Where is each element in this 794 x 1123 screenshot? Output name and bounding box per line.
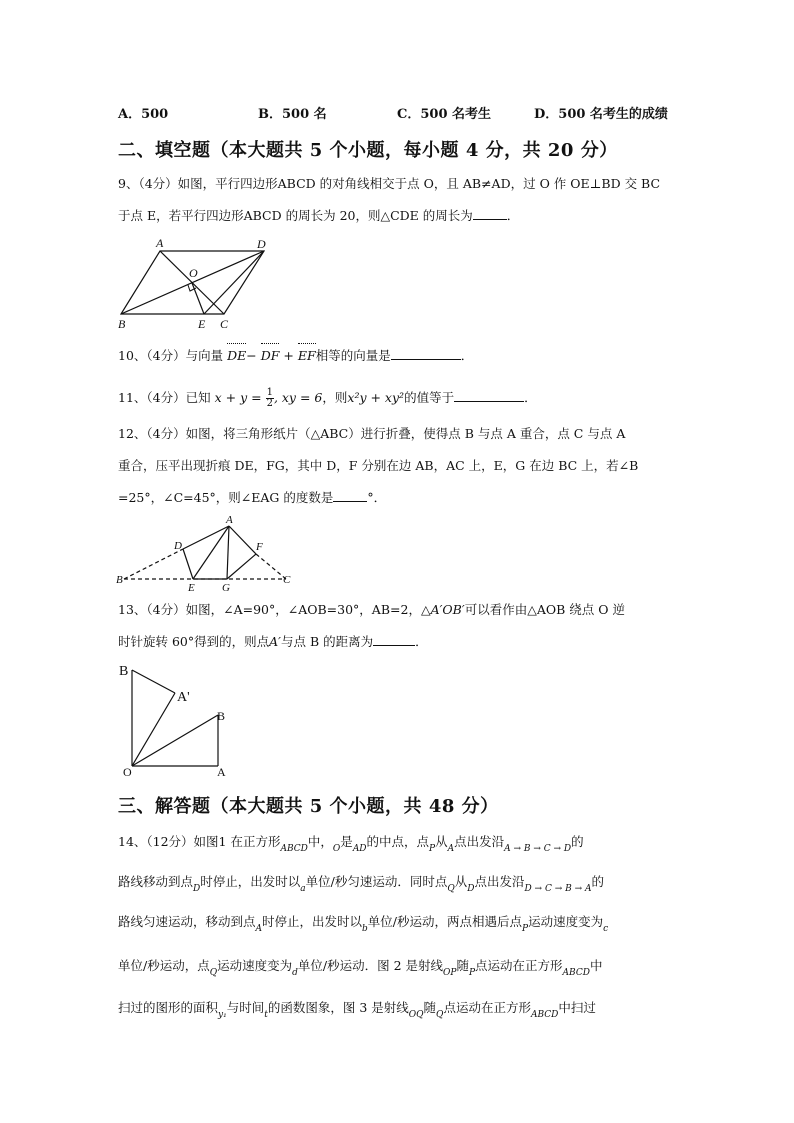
q14-text: 的 — [591, 874, 605, 889]
q11-denominator: 2 — [266, 398, 273, 409]
section-3-title: 三、解答题（本大题共 5 个小题，共 48 分） — [118, 796, 499, 817]
q10-vector-de: DE — [227, 346, 246, 366]
q14-speed-a: a — [300, 884, 306, 894]
q10-end: ． — [460, 348, 474, 363]
q12-line3-text: =25°，∠C=45°，则∠EAG 的度数是 — [118, 490, 334, 505]
q14-text: 中， — [307, 834, 333, 849]
q14-line3 — [118, 912, 608, 934]
label-b: B — [217, 709, 226, 723]
q9-line1: 9、（4分）如图，平行四边形ABCD 的对角线相交于点 O，且 AB≠AD，过 O 作 OE⊥BD 交 BC — [118, 176, 661, 191]
q12-answer-blank — [333, 500, 367, 502]
q14-text: 中 — [589, 958, 603, 973]
q14-speed-c: c — [603, 924, 609, 934]
q14-point-p: P — [429, 844, 436, 854]
label-b: B — [116, 574, 123, 586]
option-c: C．500 名考生 — [397, 107, 492, 122]
label-a-prime: A' — [177, 690, 190, 705]
q9-line2 — [118, 206, 519, 226]
segment-ae — [193, 526, 229, 579]
label-e: E — [198, 317, 206, 331]
q13-end: ． — [415, 634, 428, 649]
q14-text: 的中点，点 — [366, 834, 430, 849]
q12-line3 — [118, 488, 386, 508]
q13-line2-text: 时针旋转 60°得到的，则点 — [118, 634, 270, 649]
q11-answer-blank — [454, 400, 524, 402]
q11-expr-sum: x + y = — [214, 390, 262, 405]
q11-prefix: 11、（4分）已知 — [118, 390, 211, 405]
q14-line4 — [118, 956, 602, 978]
segment-ob — [132, 715, 218, 766]
q11-expr-product: , xy = 6 — [273, 390, 323, 405]
q14-text: 时停止，出发时以 — [200, 874, 301, 889]
q14-point-a: A — [255, 924, 263, 934]
q14-text: 单位/秒运动，点 — [118, 958, 210, 973]
segment-a-prime-o — [132, 693, 175, 766]
label-o: O — [189, 266, 198, 280]
q13-line2 — [118, 632, 428, 652]
q14-text: 14、（12分）如图1 在正方形 — [118, 834, 281, 849]
q14-text: 随 — [423, 1000, 437, 1015]
q14-point-a: A — [447, 844, 455, 854]
q13-rotation-figure — [116, 658, 236, 782]
q9-parallelogram-figure — [116, 236, 276, 332]
q12-end: °． — [367, 490, 387, 505]
q14-text: 随 — [456, 958, 469, 973]
q14-text: 的函数图象，图 3 是射线 — [267, 1000, 409, 1015]
q11-line — [118, 384, 537, 412]
q11-suffix: 的值等于 — [404, 390, 455, 405]
q12-folding-figure — [116, 512, 294, 592]
q13-line1-text: 13、（4分）如图，∠A=90°，∠AOB=30°，AB=2， — [118, 602, 421, 617]
label-a: A — [217, 765, 226, 779]
q13-point-a-prime: A′ — [269, 634, 282, 649]
label-d: D — [174, 540, 182, 552]
label-c: C — [283, 574, 291, 586]
label-b: B — [118, 317, 126, 331]
option-a: A．500 — [118, 107, 169, 122]
q14-line1 — [118, 832, 584, 854]
q14-text: 从 — [435, 834, 448, 849]
label-o: O — [123, 765, 132, 779]
q9-end: ． — [506, 208, 520, 223]
q14-ray-op: OP — [443, 968, 457, 978]
q14-text: 运动速度变为 — [217, 958, 293, 973]
crease-de — [183, 549, 193, 579]
q14-text: 与时间 — [226, 1000, 265, 1015]
q14-text: 点出发沿 — [474, 874, 525, 889]
q13-triangle: △A′OB′ — [420, 602, 465, 617]
q10-prefix: 10、（4分）与向量 — [118, 348, 224, 363]
q10-answer-blank — [391, 358, 461, 360]
label-f: F — [256, 541, 263, 553]
label-c: C — [220, 317, 229, 331]
label-g: G — [222, 582, 230, 592]
q14-text: 单位/秒运动，两点相遇后点 — [367, 914, 523, 929]
q14-text: 点运动在正方形 — [475, 958, 563, 973]
q14-text: 从 — [454, 874, 468, 889]
segment-b-prime-a-prime — [132, 670, 175, 693]
q11-expr-target: x²y + xy² — [347, 390, 405, 405]
q14-text: 单位/秒运动．图 2 是射线 — [297, 958, 444, 973]
q14-line5 — [118, 998, 596, 1020]
q14-point-p: P — [522, 924, 529, 934]
option-d: D．500 名考生的成绩 — [534, 107, 668, 122]
q14-speed-b: b — [362, 924, 368, 934]
q14-text: 扫过的图形的面积 — [118, 1000, 219, 1015]
label-d: D — [257, 237, 266, 251]
q14-point-q: Q — [436, 1010, 444, 1020]
q14-function-y1: y₁ — [218, 1010, 227, 1020]
q14-text: 是 — [340, 834, 353, 849]
segment-de — [204, 251, 264, 314]
q14-line2 — [118, 872, 604, 894]
q13-line1-rest: 可以看作由△AOB 绕点 O 逆 — [464, 602, 625, 617]
q14-square-label: ABCD — [530, 1010, 559, 1020]
q14-path-q: D → C → B → A — [524, 884, 592, 894]
q14-speed-d: d — [292, 968, 298, 978]
q13-line2-rest: 与点 B 的距离为 — [281, 634, 374, 649]
q10-plus: + — [283, 348, 294, 363]
q14-text: 时停止，出发时以 — [262, 914, 363, 929]
q14-path-p: A → B → C → D — [504, 844, 572, 854]
q10-line — [118, 346, 473, 366]
q14-point-d: D — [467, 884, 475, 894]
q9-answer-blank — [473, 218, 507, 220]
q14-point-d: D — [193, 884, 201, 894]
q10-minus: − — [246, 348, 257, 363]
q14-point-q: Q — [447, 884, 455, 894]
label-a: A — [156, 236, 164, 250]
q14-text: 点运动在正方形 — [443, 1000, 531, 1015]
q14-text: 运动速度变为 — [528, 914, 604, 929]
folded-bd — [124, 549, 183, 579]
q14-square-label: ABCD — [280, 844, 308, 854]
q11-numerator: 1 — [266, 387, 273, 398]
folded-fc — [256, 554, 286, 579]
q13-answer-blank — [373, 644, 415, 646]
q14-text: 中扫过 — [558, 1000, 596, 1015]
q10-suffix: 相等的向量是 — [315, 348, 391, 363]
q14-text: 路线匀速运动，移动到点 — [118, 914, 256, 929]
q10-vector-df: DF — [261, 346, 280, 366]
crease-fg — [227, 554, 256, 579]
label-e: E — [188, 582, 195, 592]
q14-text: 路线移动到点 — [118, 874, 194, 889]
q14-point-p: P — [468, 968, 476, 978]
side-af — [229, 526, 256, 554]
q14-segment-ad: AD — [352, 844, 367, 854]
q14-text: 单位/秒匀速运动．同时点 — [305, 874, 448, 889]
q14-point-o: O — [332, 844, 341, 854]
q14-text: 的 — [571, 834, 584, 849]
label-a: A — [226, 514, 233, 526]
q12-line2: 重合，压平出现折痕 DE，FG，其中 D，F 分别在边 AB，AC 上，E，G 在边 BC 上，若∠B — [118, 458, 639, 473]
q14-point-q: Q — [209, 968, 218, 978]
label-b-prime: B — [119, 664, 129, 679]
q10-vector-ef: EF — [298, 346, 316, 366]
q11-end: ． — [524, 390, 537, 405]
q13-line1 — [118, 600, 625, 620]
option-b: B．500 名 — [258, 107, 327, 122]
q11-fraction — [266, 388, 274, 409]
q14-ray-oq: OQ — [408, 1010, 424, 1020]
section-2-title: 二、填空题（本大题共 5 个小题，每小题 4 分，共 20 分） — [118, 140, 618, 161]
q9-line2-text: 于点 E，若平行四边形ABCD 的周长为 20，则△CDE 的周长为 — [118, 208, 473, 223]
segment-ag — [227, 526, 229, 579]
q14-text: 点出发沿 — [454, 834, 505, 849]
q11-mid: ，则 — [322, 390, 348, 405]
q14-time-t: t — [264, 1010, 268, 1020]
diagonal-bd — [121, 251, 264, 314]
q12-line1: 12、（4分）如图，将三角形纸片（△ABC）进行折叠，使得点 B 与点 A 重合，点 C 与点 A — [118, 426, 626, 441]
side-da — [183, 526, 229, 549]
q14-square-label: ABCD — [562, 968, 590, 978]
